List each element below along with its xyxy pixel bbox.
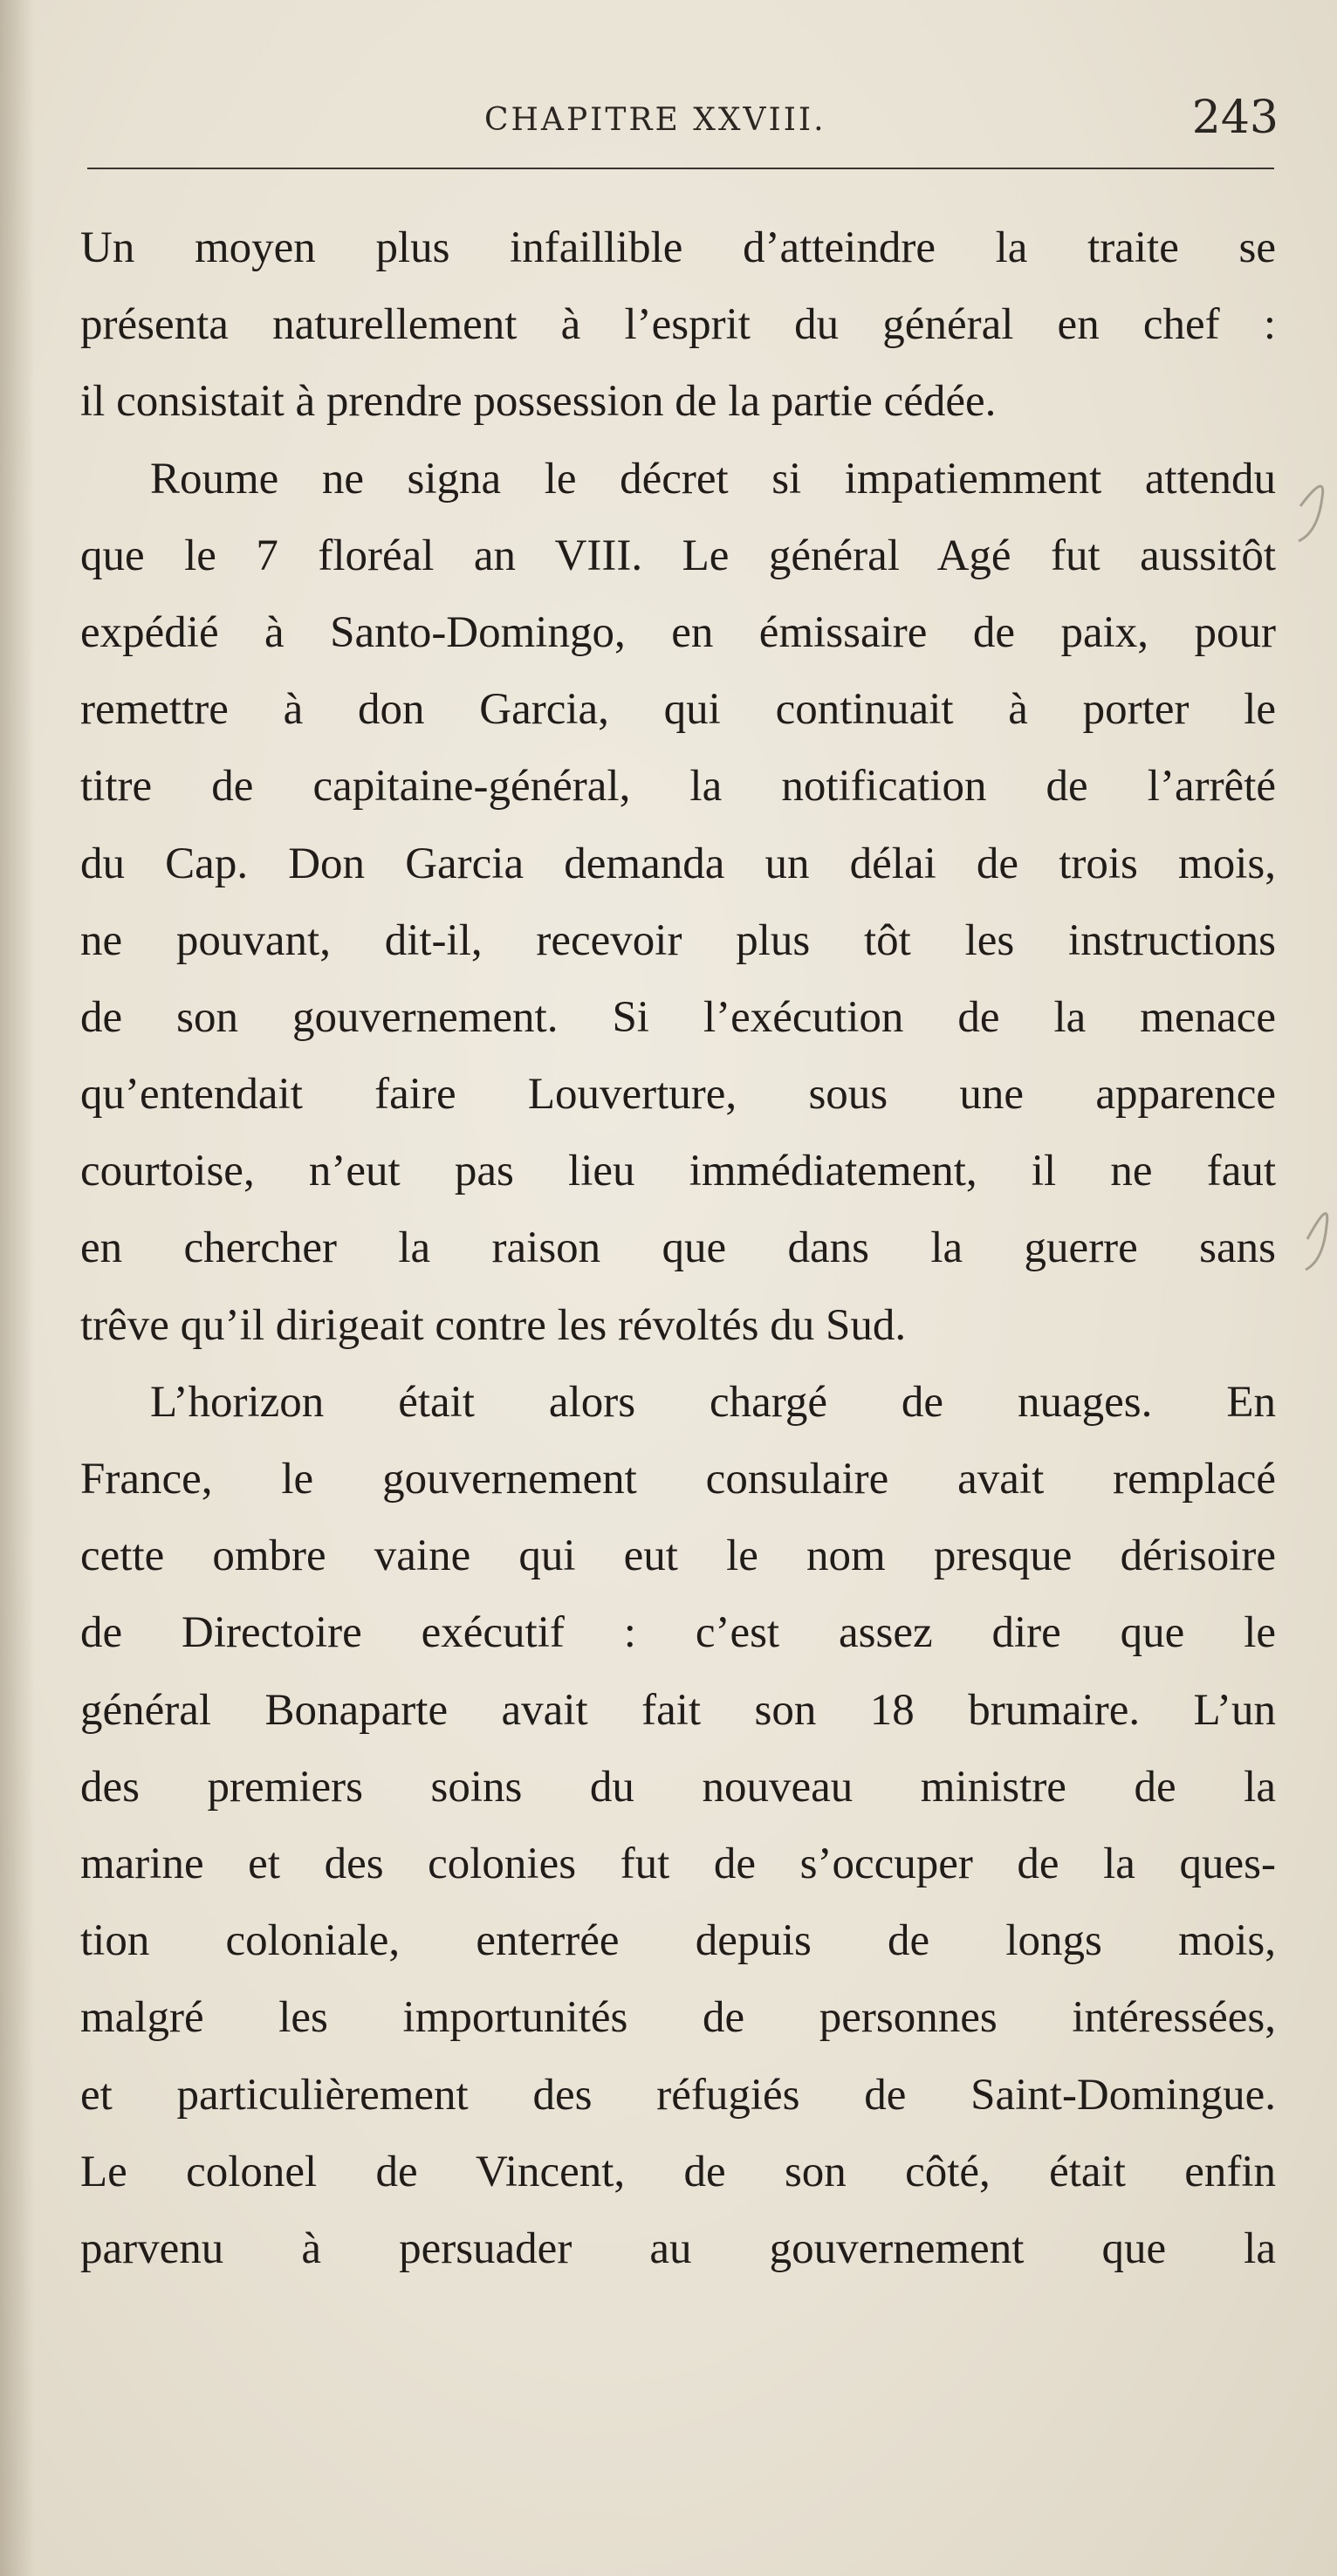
body-text [80,209,1276,2287]
pencil-stroke-icon [1300,1178,1335,1274]
text-line: et particulièrement des réfugiés de Saint-Domingue. [80,2070,1276,2120]
text-line: qu’entendait faire Louverture, sous une apparence [80,1070,1276,1120]
text-line: Le colonel de Vincent, de son côté, était enfin [80,2147,1276,2196]
text-line: du Cap. Don Garcia demanda un délai de trois mois, [80,839,1276,888]
text-line: tion coloniale, enterrée depuis de longs mois, [80,1916,1276,1966]
text-line: il consistait à prendre possession de la partie cédée. [80,377,997,427]
text-line: Un moyen plus infaillible d’atteindre la traite se [80,223,1276,272]
margin-pencil-mark [1292,454,1335,563]
text-line: que le 7 floréal an VIII. Le général Agé fut aussitôt [80,531,1276,580]
text-line: de son gouvernement. Si l’exécution de la menace [80,992,1276,1042]
margin-pencil-mark [1300,1178,1335,1285]
text-line: cette ombre vaine qui eut le nom presque dérisoire [80,1531,1276,1581]
gutter-shadow [0,0,35,2576]
text-line: présenta naturellement à l’esprit du général en chef : [80,300,1276,350]
text-line: de Directoire exécutif : c’est assez dire que le [80,1608,1276,1658]
text-line: courtoise, n’eut pas lieu immédiatement, il ne faut [80,1147,1276,1196]
header-rule [87,168,1274,169]
text-line: ne pouvant, dit-il, recevoir plus tôt les instructions [80,915,1276,965]
text-line: général Bonaparte avait fait son 18 brumaire. L’un [80,1685,1276,1735]
text-line: marine et des colonies fut de s’occuper de la ques- [80,1839,1276,1888]
text-line: en chercher la raison que dans la guerre sans [80,1223,1276,1273]
text-line: titre de capitaine-général, la notification de l’arrêté [80,762,1276,812]
text-line: parvenu à persuader au gouvernement que la [80,2223,1276,2273]
text-line: trêve qu’il dirigeait contre les révoltés du Sud. [80,1300,907,1350]
text-line: L’horizon était alors chargé de nuages. En [150,1377,1276,1427]
text-line: Roume ne signa le décret si impatiemment attendu [150,454,1276,504]
text-line: des premiers soins du nouveau ministre de la [80,1762,1276,1812]
page-number: 243 [1191,92,1279,144]
text-line: France, le gouvernement consulaire avait remplacé [80,1455,1276,1504]
text-line: remettre à don Garcia, qui continuait à porter le [80,685,1276,735]
text-line: expédié à Santo-Domingo, en émissaire de paix, pour [80,607,1276,657]
pencil-stroke-icon [1292,454,1335,550]
text-line: malgré les importunités de personnes intéressées, [80,1993,1276,2043]
chapter-heading: CHAPITRE XXVIII. [484,102,826,138]
running-head [83,92,1279,153]
